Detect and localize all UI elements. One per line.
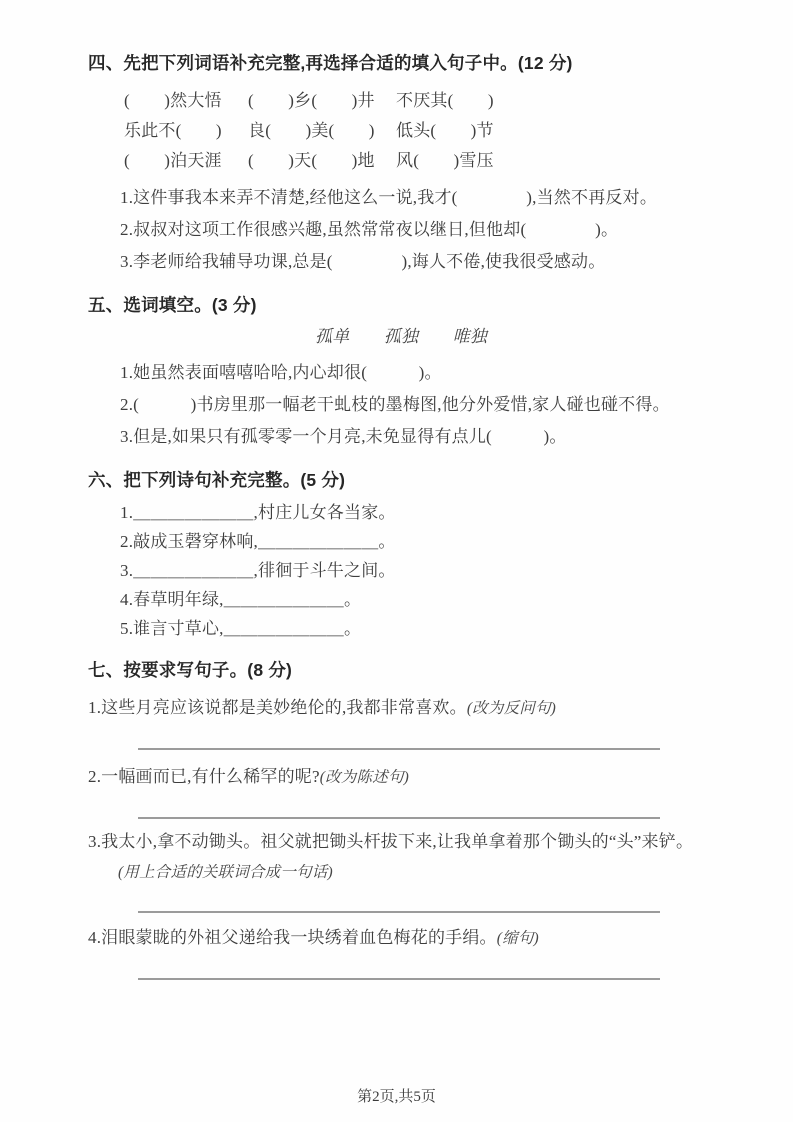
section-six — [88, 469, 714, 643]
question-note: (缩句) — [496, 930, 539, 947]
answer-line — [138, 817, 660, 819]
question-text: 3.我太小,拿不动锄头。祖父就把锄头杆拔下来,让我单拿着那个锄头的“头”来铲。 — [88, 832, 694, 851]
fill-sentence: 1.她虽然表面嘻嘻哈哈,内心却很( )。 — [120, 363, 442, 382]
section-seven — [88, 659, 714, 980]
question-text: 2.一幅画而已,有什么稀罕的呢? — [88, 767, 320, 786]
section-six-title: 六、把下列诗句补充完整。(5 分) — [88, 470, 346, 490]
word-blank-item: 低头( )节 — [396, 121, 494, 140]
poem-line: 1.＿＿＿＿＿＿＿,村庄儿女各当家。 — [120, 503, 396, 522]
word-blank-item: ( )泊天涯 — [124, 151, 222, 170]
word-blank-item: 乐此不( ) — [124, 121, 222, 140]
section-five — [88, 294, 714, 453]
rewrite-question — [88, 827, 714, 888]
section-four-sentences — [88, 182, 714, 278]
word-blank-item: ( )然大悟 — [124, 91, 222, 110]
poem-line: 2.敲成玉磬穿林响,＿＿＿＿＿＿＿。 — [120, 532, 396, 551]
question-text: 1.这些月亮应该说都是美妙绝伦的,我都非常喜欢。 — [88, 698, 467, 717]
fill-sentence: 3.李老师给我辅导功课,总是( ),诲人不倦,使我很受感动。 — [120, 252, 606, 271]
question-text: 4.泪眼蒙眬的外祖父递给我一块绣着血色梅花的手绢。 — [88, 928, 497, 947]
answer-line — [138, 748, 660, 750]
fill-sentence: 2.( )书房里那一幅老干虬枝的墨梅图,他分外爱惜,家人碰也碰不得。 — [120, 395, 670, 414]
poem-line: 4.春草明年绿,＿＿＿＿＿＿＿。 — [120, 590, 362, 609]
section-five-sentences — [88, 357, 714, 453]
word-completion-grid — [124, 86, 714, 176]
rewrite-question — [88, 693, 714, 724]
poem-line: 5.谁言寸草心,＿＿＿＿＿＿＿。 — [120, 619, 362, 638]
section-four — [88, 52, 714, 278]
word-blank-item: ( )乡( )井 — [248, 91, 375, 110]
word-blank-item: 不厌其( ) — [396, 91, 494, 110]
section-five-title: 五、选词填空。(3 分) — [88, 295, 257, 315]
fill-sentence: 3.但是,如果只有孤零零一个月亮,未免显得有点儿( )。 — [120, 427, 567, 446]
word-blank-item: ( )天( )地 — [248, 151, 375, 170]
fill-sentence: 2.叔叔对这项工作很感兴趣,虽然常常夜以继日,但他却( )。 — [120, 220, 619, 239]
question-note: (改为陈述句) — [319, 769, 409, 786]
section-four-title: 四、先把下列词语补充完整,再选择合适的填入句子中。(12 分) — [88, 53, 573, 73]
question-note: (改为反问句) — [466, 700, 557, 717]
page-content — [88, 52, 714, 980]
question-note: (用上合适的关联词合成一句话) — [118, 864, 333, 881]
word-blank-item: 良( )美( ) — [248, 121, 375, 140]
answer-line — [138, 911, 660, 913]
word-bank: 孤单 孤独 唯独 — [315, 327, 487, 346]
page-footer: 第2页,共5页 — [357, 1089, 436, 1105]
word-blank-item: 风( )雪压 — [396, 151, 494, 170]
poem-lines — [88, 498, 714, 643]
answer-line — [138, 978, 660, 980]
rewrite-question — [88, 762, 714, 793]
fill-sentence: 1.这件事我本来弄不清楚,经他这么一说,我才( ),当然不再反对。 — [120, 188, 658, 207]
section-seven-title: 七、按要求写句子。(8 分) — [88, 660, 293, 680]
rewrite-question — [88, 923, 714, 954]
poem-line: 3.＿＿＿＿＿＿＿,徘徊于斗牛之间。 — [120, 561, 396, 580]
